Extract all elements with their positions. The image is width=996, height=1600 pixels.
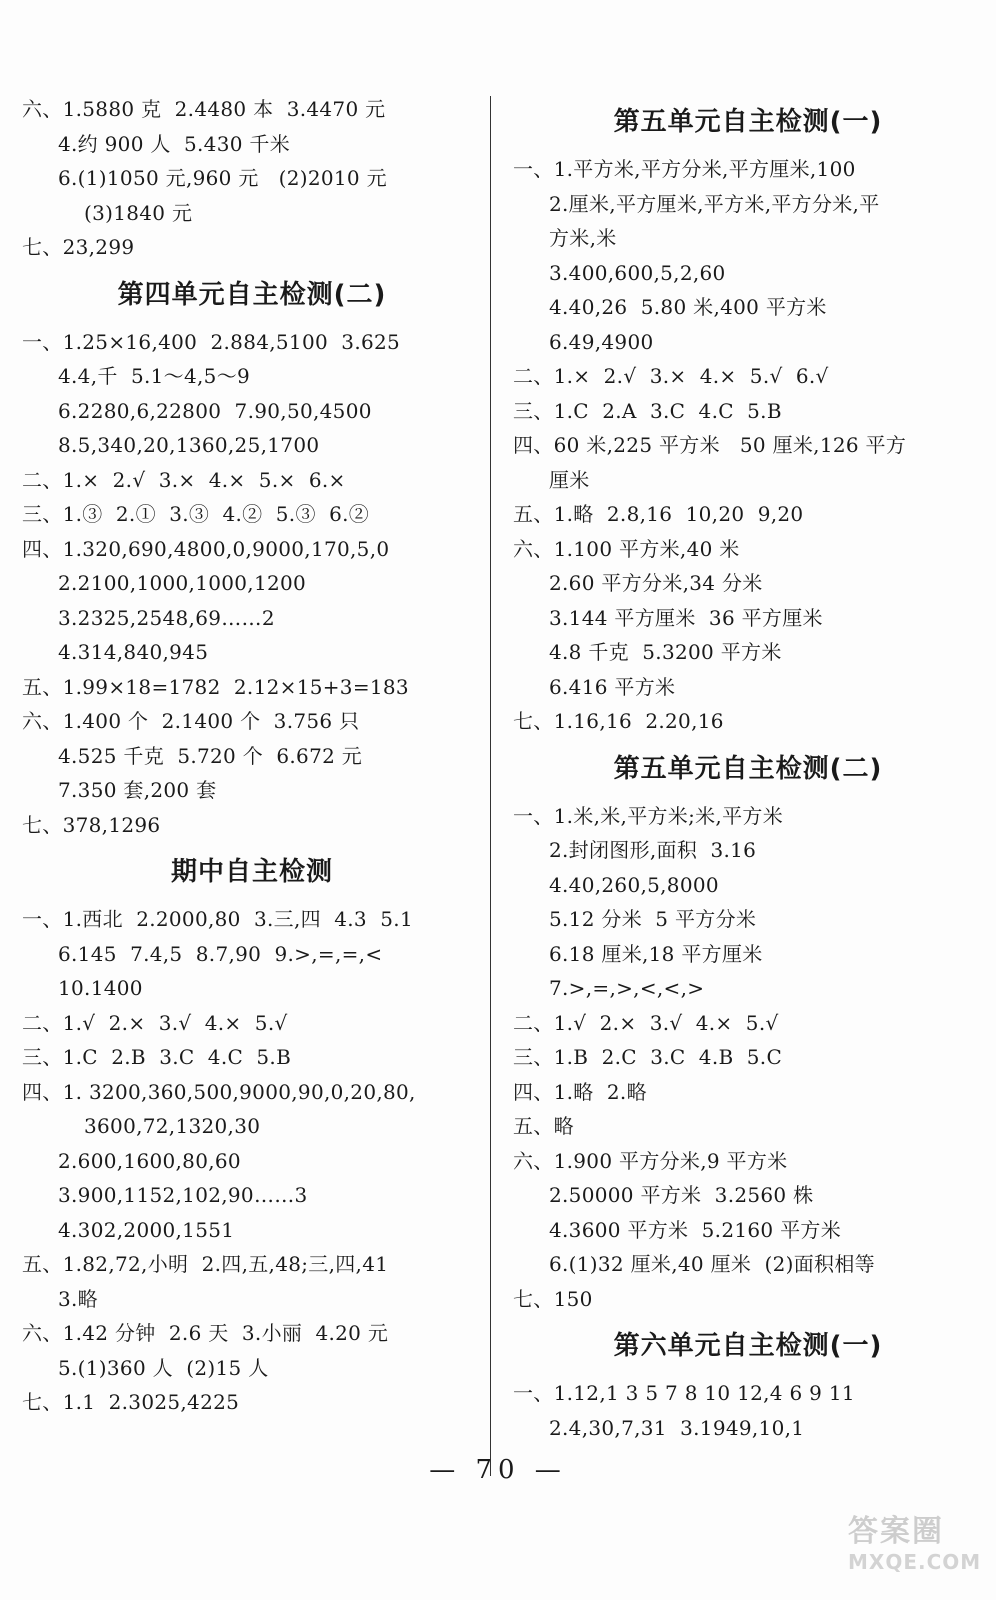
answer-line: 四、1.320,690,4800,0,9000,170,5,0 (22, 536, 390, 561)
answer-line: 8.5,340,20,1360,25,1700 (58, 433, 320, 457)
answer-line: 4.4,千 5.1～4,5～9 (58, 364, 251, 388)
answer-line: 6.(1)32 厘米,40 厘米 (2)面积相等 (549, 1252, 875, 1276)
answer-line: 4.约 900 人 5.430 千米 (58, 131, 290, 156)
answer-line: 七、378,1296 (22, 812, 161, 837)
answer-line: 7.350 套,200 套 (58, 778, 217, 802)
answer-line: 2.2100,1000,1000,1200 (58, 571, 307, 595)
page-number: — 70 — (429, 1455, 567, 1485)
answer-line: 6.416 平方米 (549, 674, 676, 699)
answer-line: 4.8 千克 5.3200 平方米 (549, 640, 782, 664)
answer-line: 三、1.C 2.B 3.C 4.C 5.B (22, 1045, 292, 1069)
answer-line: 七、150 (513, 1286, 593, 1311)
answer-line: 3.900,1152,102,90……3 (58, 1183, 308, 1207)
answer-line: 一、1.平方米,平方分米,平方厘米,100 (513, 157, 856, 181)
answer-line: (3)1840 元 (84, 200, 193, 225)
watermark-logo (848, 1506, 982, 1576)
answer-line: 二、1.× 2.√ 3.× 4.× 5.√ 6.√ (513, 364, 829, 388)
answer-line: 六、1.400 个 2.1400 个 3.756 只 (22, 709, 360, 733)
answer-line: 3.2325,2548,69……2 (58, 605, 275, 630)
answer-line: 一、1.12,1 3 5 7 8 10 12,4 6 9 11 (513, 1381, 855, 1405)
answer-line: 5.(1)360 人 (2)15 人 (58, 1355, 269, 1380)
answer-line: 7.>,=,>,<,<,> (549, 976, 705, 1000)
answer-line: 二、1.× 2.√ 3.× 4.× 5.× 6.× (22, 467, 346, 492)
left-column (22, 92, 482, 1420)
watermark-title: 答案圈 (848, 1514, 944, 1549)
answer-line: 六、1.100 平方米,40 米 (513, 536, 740, 561)
answer-line: 4.40,26 5.80 米,400 平方米 (549, 295, 827, 319)
answer-line: 三、1.③ 2.① 3.③ 4.② 5.③ 6.② (22, 502, 370, 526)
answer-line: 五、1.82,72,小明 2.四,五,48;三,四,41 (22, 1252, 389, 1276)
answer-line: 七、1.1 2.3025,4225 (22, 1390, 240, 1414)
section-heading: 第六单元自主检测(一) (613, 1331, 883, 1361)
answer-line: 2.4,30,7,31 3.1949,10,1 (549, 1415, 805, 1440)
answer-line: 3.144 平方厘米 36 平方厘米 (549, 605, 823, 630)
answer-line: 10.1400 (58, 976, 143, 1000)
answer-line: 一、1.西北 2.2000,80 3.三,四 4.3 5.1 (22, 907, 413, 931)
answer-line: 6.18 厘米,18 平方厘米 (549, 941, 763, 966)
answer-line: 3.400,600,5,2,60 (549, 260, 726, 285)
answer-line: 2.60 平方分米,34 分米 (549, 571, 763, 595)
column-divider (490, 96, 491, 1476)
section-heading: 第五单元自主检测(二) (613, 753, 883, 784)
answer-line: 4.40,260,5,8000 (549, 872, 719, 897)
answer-line: 4.3600 平方米 5.2160 平方米 (549, 1217, 841, 1242)
section-heading: 第四单元自主检测(二) (117, 279, 387, 310)
answer-line: 6.49,4900 (549, 329, 654, 354)
answer-line: 5.12 分米 5 平方分米 (549, 907, 757, 931)
answer-line: 4.525 千克 5.720 个 6.672 元 (58, 743, 363, 768)
answer-line: 2.50000 平方米 3.2560 株 (549, 1183, 814, 1207)
answer-line: 七、23,299 (22, 235, 135, 259)
answer-line: 方米,米 (549, 226, 617, 250)
answer-line: 六、1.42 分钟 2.6 天 3.小丽 4.20 元 (22, 1321, 389, 1345)
answer-line: 六、1.5880 克 2.4480 本 3.4470 元 (22, 97, 386, 121)
section-heading: 第五单元自主检测(一) (613, 107, 883, 137)
answer-line: 3600,72,1320,30 (84, 1114, 261, 1138)
answer-line: 四、1.略 2.略 (513, 1079, 647, 1104)
answer-line: 三、1.B 2.C 3.C 4.B 5.C (513, 1045, 783, 1069)
answer-line: 四、60 米,225 平方米 50 厘米,126 平方 (513, 433, 907, 457)
watermark-url: MXQE.COM (848, 1550, 982, 1574)
answer-line: 五、1.略 2.8,16 10,20 9,20 (513, 502, 804, 526)
answer-line: 4.314,840,945 (58, 640, 209, 664)
answer-line: 6.145 7.4,5 8.7,90 9.>,=,=,< (58, 941, 383, 966)
answer-line: 二、1.√ 2.× 3.√ 4.× 5.√ (22, 1010, 288, 1035)
answer-line: 6.(1)1050 元,960 元 (2)2010 元 (58, 166, 387, 190)
answer-line: 二、1.√ 2.× 3.√ 4.× 5.√ (513, 1010, 779, 1035)
answer-line: 厘米 (549, 467, 590, 492)
right-column (513, 92, 983, 1445)
answer-line: 一、1.25×16,400 2.884,5100 3.625 (22, 329, 401, 354)
answer-line: 3.略 (58, 1286, 98, 1311)
answer-line: 2.600,1600,80,60 (58, 1148, 241, 1173)
answer-line: 五、1.99×18=1782 2.12×15+3=183 (22, 674, 409, 699)
answer-line: 三、1.C 2.A 3.C 4.C 5.B (513, 398, 782, 423)
answer-line: 五、略 (513, 1114, 574, 1138)
answer-line: 6.2280,6,22800 7.90,50,4500 (58, 398, 372, 423)
answer-line: 2.封闭图形,面积 3.16 (549, 838, 757, 862)
answer-line: 四、1. 3200,360,500,9000,90,0,20,80, (22, 1079, 416, 1104)
section-heading: 期中自主检测 (170, 857, 333, 887)
answer-line: 4.302,2000,1551 (58, 1217, 235, 1242)
answer-line: 六、1.900 平方分米,9 平方米 (513, 1148, 788, 1173)
answer-line: 2.厘米,平方厘米,平方米,平方分米,平 (549, 191, 880, 216)
answer-line: 七、1.16,16 2.20,16 (513, 709, 724, 733)
answer-line: 一、1.米,米,平方米;米,平方米 (513, 803, 783, 828)
